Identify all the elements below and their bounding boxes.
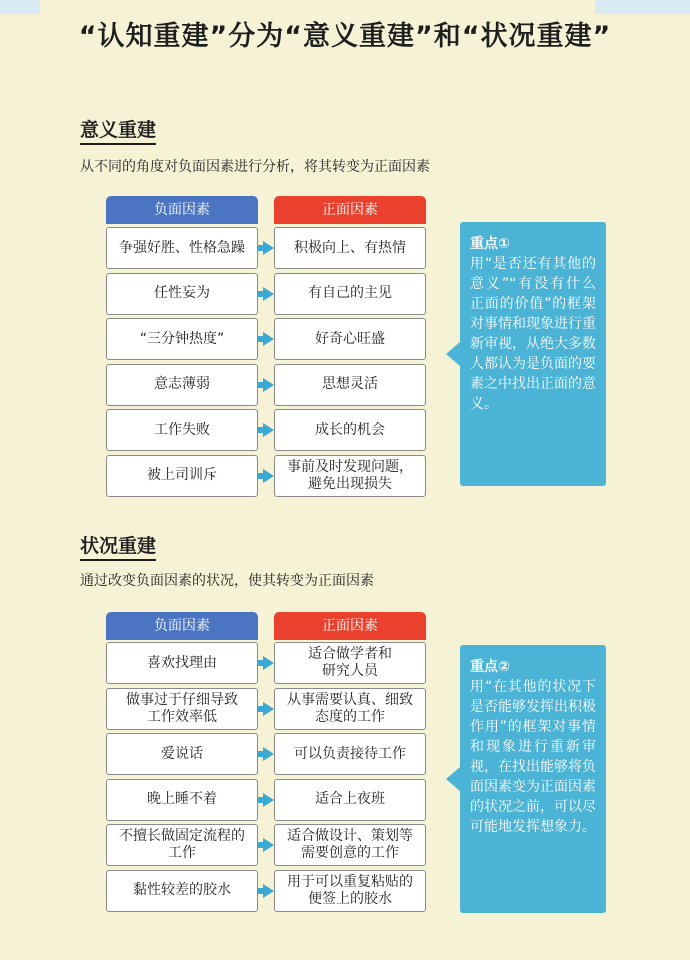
arrow-right-icon [263,793,274,807]
section1-negative-cell: 工作失败 [106,409,258,451]
section2-positive-header: 正面因素 [274,612,426,640]
section2-negative-cell: 做事过于仔细导致 工作效率低 [106,688,258,730]
section1-heading: 意义重建 [80,118,156,145]
section2-negative-cell: 爱说话 [106,733,258,775]
arrow-right-icon [263,884,274,898]
arrow-right-icon [263,469,274,483]
section2-positive-cell: 用于可以重复粘贴的 便签上的胶水 [274,870,426,912]
section1-negative-cell: “三分钟热度” [106,318,258,360]
arrow-right-icon [263,838,274,852]
section2-negative-cell: 黏性较差的胶水 [106,870,258,912]
top-left-strip [0,0,40,14]
section2-heading: 状况重建 [80,534,156,561]
top-right-strip [595,0,690,14]
section1-positive-cell: 思想灵活 [274,364,426,406]
section1-negative-cell: 被上司训斥 [106,455,258,497]
arrow-right-icon [263,656,274,670]
section2-note-title: 重点② [470,659,510,675]
page-title: “认知重建”分为“意义重建”和“状况重建” [78,21,612,52]
arrow-right-icon [263,241,274,255]
section1-subtitle: 从不同的角度对负面因素进行分析，将其转变为正面因素 [80,159,430,175]
section1-negative-header: 负面因素 [106,196,258,224]
section1-positive-cell: 好奇心旺盛 [274,318,426,360]
section1-negative-cell: 任性妄为 [106,273,258,315]
arrow-right-icon [263,378,274,392]
section1-positive-cell: 有自己的主见 [274,273,426,315]
section2-note [460,645,606,913]
section2-positive-cell: 适合上夜班 [274,779,426,821]
section2-negative-cell: 喜欢找理由 [106,642,258,684]
section2-note-text: 用“在其他的状况下是否能够发挥出积极作用”的框架对事情和现象进行重新审视，在找出能够将负面因素变为正面因素的状况之前，可以尽可能地发挥想象力。 [470,679,596,835]
top-decoration [0,0,690,14]
arrow-right-icon [263,332,274,346]
section1-positive-cell: 成长的机会 [274,409,426,451]
arrow-right-icon [263,747,274,761]
arrow-right-icon [263,287,274,301]
section1-negative-cell: 意志薄弱 [106,364,258,406]
section2-positive-cell: 适合做设计、策划等 需要创意的工作 [274,824,426,866]
section2-subtitle: 通过改变负面因素的状况，使其转变为正面因素 [80,573,374,589]
section1-note [460,222,606,486]
section1-positive-cell: 积极向上、有热情 [274,227,426,269]
section2-positive-cell: 可以负责接待工作 [274,733,426,775]
section1-positive-header: 正面因素 [274,196,426,224]
section2-negative-cell: 晚上睡不着 [106,779,258,821]
section2-positive-cell: 适合做学者和 研究人员 [274,642,426,684]
section2-negative-header: 负面因素 [106,612,258,640]
section1-note-title: 重点① [470,236,510,252]
section1-note-text: 用“是否还有其他的意义”“有没有什么正面的价值”的框架对事情和现象进行重新审视，从绝大多数人都认为是负面的要素之中找出正面的意义。 [470,256,596,412]
arrow-right-icon [263,702,274,716]
section2-positive-cell: 从事需要认真、细致 态度的工作 [274,688,426,730]
section2-negative-cell: 不擅长做固定流程的 工作 [106,824,258,866]
section1-negative-cell: 争强好胜、性格急躁 [106,227,258,269]
section1-positive-cell: 事前及时发现问题， 避免出现损失 [274,455,426,497]
arrow-right-icon [263,423,274,437]
